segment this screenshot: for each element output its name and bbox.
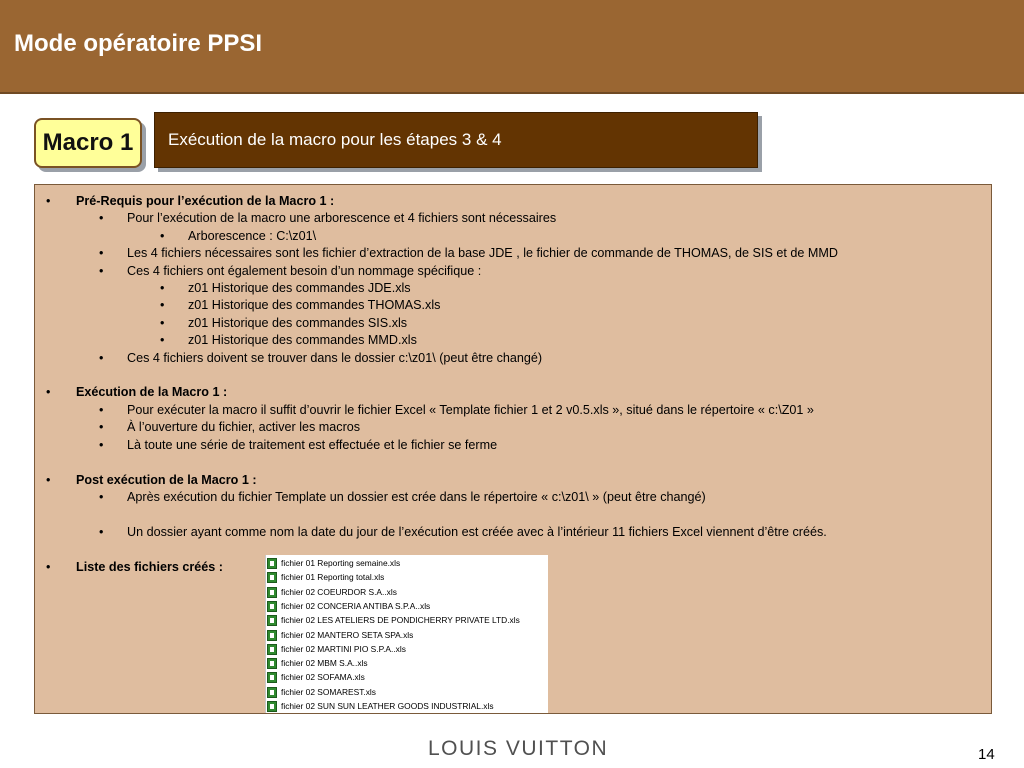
- list-item: z01 Historique des commandes THOMAS.xls: [188, 298, 441, 312]
- bullet-marker: •: [46, 560, 51, 574]
- file-list-item[interactable]: [266, 586, 548, 600]
- bullet-marker: •: [160, 281, 165, 295]
- bullet-marker: •: [46, 473, 51, 487]
- step-banner-title: Exécution de la macro pour les étapes 3 & 4: [168, 130, 502, 149]
- list-item: Ces 4 fichiers doivent se trouver dans le dossier c:\z01\ (peut être changé): [127, 351, 543, 365]
- excel-file-icon: [267, 687, 277, 698]
- bullet-marker: •: [99, 490, 104, 504]
- bullet-marker: •: [99, 264, 104, 278]
- file-name: fichier 01 Reporting total.xls: [281, 572, 385, 583]
- file-name: fichier 02 CONCERIA ANTIBA S.P.A..xls: [281, 600, 431, 611]
- excel-file-icon: [267, 644, 277, 655]
- file-list-item[interactable]: [266, 629, 548, 643]
- list-item: z01 Historique des commandes SIS.xls: [188, 316, 408, 330]
- section-heading: Exécution de la Macro 1 :: [76, 385, 228, 399]
- list-item: Ces 4 fichiers ont également besoin d’un nommage spécifique :: [127, 264, 482, 278]
- list-item: Pour exécuter la macro il suffit d’ouvrir le fichier Excel « Template fichier 1 et 2 v0.5.xls », situé dans le répertoire « c:\Z01 »: [127, 403, 814, 417]
- file-name: fichier 02 MARTINI PIO S.P.A..xls: [281, 643, 406, 654]
- file-list-item[interactable]: [266, 643, 548, 657]
- list-item: Après exécution du fichier Template un dossier est crée dans le répertoire « c:\z01\ » (peut être changé): [127, 490, 706, 504]
- file-list-item[interactable]: [266, 700, 548, 714]
- file-name: fichier 02 MBM S.A..xls: [281, 658, 368, 669]
- excel-file-icon: [267, 601, 277, 612]
- bullet-marker: •: [160, 333, 165, 347]
- excel-file-icon: [267, 701, 277, 712]
- page-number: 14: [978, 746, 995, 763]
- section-heading: Post exécution de la Macro 1 :: [76, 473, 257, 487]
- file-name: fichier 01 Reporting semaine.xls: [281, 558, 401, 568]
- bullet-marker: •: [160, 229, 165, 243]
- bullet-marker: •: [99, 351, 104, 365]
- section-heading: Pré-Requis pour l’exécution de la Macro 1 :: [76, 194, 335, 208]
- file-list-item[interactable]: [266, 571, 548, 585]
- excel-file-icon: [267, 572, 277, 583]
- macro-badge: Macro 1: [34, 118, 142, 168]
- bullet-marker: •: [99, 438, 104, 452]
- list-item: À l’ouverture du fichier, activer les macros: [127, 420, 361, 434]
- excel-file-icon: [267, 630, 277, 641]
- file-name: fichier 02 LES ATELIERS DE PONDICHERRY PRIVATE LTD.xls: [281, 615, 520, 626]
- excel-file-icon: [267, 658, 277, 669]
- list-item: Arborescence : C:\z01\: [188, 229, 317, 243]
- bullet-marker: •: [46, 194, 51, 208]
- list-item: z01 Historique des commandes JDE.xls: [188, 281, 411, 295]
- list-item: Un dossier ayant comme nom la date du jour de l’exécution est créée avec à l’intérieur 11 fichiers Excel viennent d’être créés.: [127, 525, 827, 539]
- file-list-item[interactable]: [266, 557, 548, 571]
- file-list-item[interactable]: [266, 614, 548, 628]
- file-name: fichier 02 SOFAMA.xls: [281, 672, 365, 683]
- step-banner: [154, 112, 758, 168]
- list-item: Les 4 fichiers nécessaires sont les fichier d’extraction de la base JDE , le fichier de commande de THOMAS, de SIS et de MMD: [127, 246, 838, 260]
- bullet-marker: •: [99, 211, 104, 225]
- file-name: fichier 02 COEURDOR S.A..xls: [281, 586, 397, 597]
- file-list-item[interactable]: [266, 686, 548, 700]
- excel-file-icon: [267, 615, 277, 626]
- list-item: Pour l’exécution de la macro une arborescence et 4 fichiers sont nécessaires: [127, 211, 557, 225]
- bullet-marker: •: [160, 316, 165, 330]
- excel-file-icon: [267, 587, 277, 598]
- bullet-marker: •: [46, 385, 51, 399]
- bullet-marker: •: [99, 420, 104, 434]
- brand-logo: LOUIS VUITTON: [428, 737, 609, 760]
- file-name: fichier 02 SUN SUN LEATHER GOODS INDUSTRIAL.xls: [281, 701, 494, 711]
- instructions-panel: [34, 184, 992, 714]
- list-item: z01 Historique des commandes MMD.xls: [188, 333, 417, 347]
- title-bar: [0, 0, 1024, 94]
- section-heading: Liste des fichiers créés :: [76, 560, 223, 574]
- file-list-item[interactable]: [266, 671, 548, 685]
- bullet-marker: •: [99, 525, 104, 539]
- slide-title: Mode opératoire PPSI: [14, 30, 263, 57]
- bullet-marker: •: [160, 298, 165, 312]
- excel-file-icon: [267, 672, 277, 683]
- excel-file-icon: [267, 558, 277, 569]
- list-item: Là toute une série de traitement est effectuée et le fichier se ferme: [127, 438, 498, 452]
- file-list-item[interactable]: [266, 600, 548, 614]
- file-name: fichier 02 MANTERO SETA SPA.xls: [281, 629, 414, 640]
- bullet-marker: •: [99, 246, 104, 260]
- file-list-item[interactable]: [266, 657, 548, 671]
- file-name: fichier 02 SOMAREST.xls: [281, 686, 376, 697]
- created-files-list: [265, 555, 548, 713]
- bullet-marker: •: [99, 403, 104, 417]
